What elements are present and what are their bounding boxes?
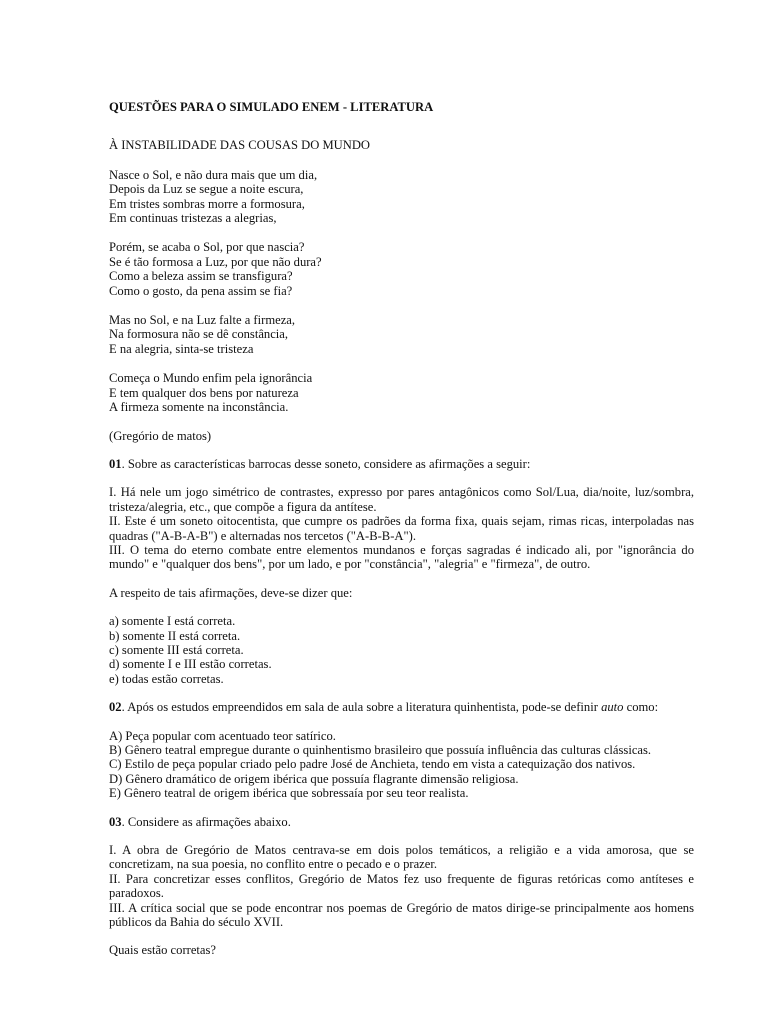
poem-line: E na alegria, sinta-se tristeza xyxy=(109,341,254,356)
document-content xyxy=(109,100,694,958)
answer-option: B) Gênero teatral empregue durante o quinhentismo brasileiro que possuía influência das culturas clássicas. xyxy=(109,743,652,757)
question-3-prompt xyxy=(109,815,694,829)
question-1-prompt xyxy=(109,457,694,471)
poem-line: Porém, se acaba o Sol, por que nascia? xyxy=(109,240,305,255)
question-number: 03 xyxy=(109,814,122,829)
question-1-options xyxy=(109,614,694,686)
question-text: . Sobre as características barrocas desse soneto, considere as afirmações a seguir: xyxy=(121,456,531,471)
question-italic-term: auto xyxy=(601,700,624,715)
question-3-closing: Quais estão corretas? xyxy=(109,943,216,958)
question-1-lead: A respeito de tais afirmações, deve-se dizer que: xyxy=(109,585,353,600)
poem-line: Como o gosto, da pena assim se fia? xyxy=(109,283,293,298)
poem-stanza xyxy=(109,313,694,356)
statement: II. Para concretizar esses conflitos, Gregório de Matos fez uso frequente de figuras retóricas como antíteses e paradoxos. xyxy=(109,871,694,901)
statement: III. A crítica social que se pode encontrar nos poemas de Gregório de matos dirige-se principalmente aos homens públicos da Bahia do século XVII. xyxy=(109,900,694,930)
poem-stanza xyxy=(109,371,694,414)
poem-line: Em continuas tristezas a alegrias, xyxy=(109,211,277,226)
question-text: como: xyxy=(623,700,659,715)
poem-line: Mas no Sol, e na Luz falte a firmeza, xyxy=(109,313,296,328)
answer-option: C) Estilo de peça popular criado pelo padre José de Anchieta, tendo em vista a catequização dos nativos. xyxy=(109,757,636,772)
poem-line: Nasce o Sol, e não dura mais que um dia, xyxy=(109,167,318,182)
poem-stanza xyxy=(109,240,694,298)
answer-option: e) todas estão corretas. xyxy=(109,671,224,686)
answer-option: b) somente II está correta. xyxy=(109,628,241,643)
question-3-statements xyxy=(109,843,694,929)
statement: II. Este é um soneto oitocentista, que cumpre os padrões da forma fixa, quais sejam, rimas ricas, interpoladas nas quadras ("A-B-A-B") e alternadas nos tercetos ("A-B-B-A"). xyxy=(109,514,694,543)
question-2-options xyxy=(109,729,694,801)
question-1-statements xyxy=(109,485,694,571)
poem-line: A firmeza somente na inconstância. xyxy=(109,400,289,415)
statement: I. Há nele um jogo simétrico de contrastes, expresso por pares antagônicos como Sol/Lua, dia/noite, luz/sombra, tristeza/alegria, etc., que compõe a figura da antítese. xyxy=(109,485,694,514)
question-number: 01 xyxy=(109,456,122,471)
question-text: . Após os estudos empreendidos em sala de aula sobre a literatura quinhentista, pode-se definir xyxy=(121,700,602,715)
poem-line: Na formosura não se dê constância, xyxy=(109,327,289,342)
poem-line: Como a beleza assim se transfigura? xyxy=(109,269,293,284)
poem-stanza xyxy=(109,168,694,226)
question-number: 02 xyxy=(109,700,122,715)
answer-option: a) somente I está correta. xyxy=(109,614,236,629)
answer-option: A) Peça popular com acentuado teor satírico. xyxy=(109,728,336,743)
poem-author: (Gregório de matos) xyxy=(109,428,212,443)
question-text: . Considere as afirmações abaixo. xyxy=(121,814,291,829)
poem-line: E tem qualquer dos bens por natureza xyxy=(109,385,299,400)
poem-title: À INSTABILIDADE DAS COUSAS DO MUNDO xyxy=(109,138,371,153)
question-2-prompt xyxy=(109,700,694,714)
poem-line: Depois da Luz se segue a noite escura, xyxy=(109,182,304,197)
document-title: QUESTÕES PARA O SIMULADO ENEM - LITERATURA xyxy=(109,100,434,114)
statement: I. A obra de Gregório de Matos centrava-se em dois polos temáticos, a religião e a vida amorosa, que se concretizam, na sua poesia, no conflito entre o pecado e o prazer. xyxy=(109,843,694,872)
poem-line: Se é tão formosa a Luz, por que não dura? xyxy=(109,254,322,269)
poem-line: Começa o Mundo enfim pela ignorância xyxy=(109,371,313,386)
statement: III. O tema do eterno combate entre elementos mundanos e forças sagradas é indicado ali, por "ignorância do mundo" e "qualquer dos bens", por um lado, e por "constância", "alegria" e "firmeza", de outro. xyxy=(109,542,694,572)
answer-option: E) Gênero teatral de origem ibérica que sobressaía por seu teor realista. xyxy=(109,786,469,801)
answer-option: c) somente III está correta. xyxy=(109,642,244,657)
answer-option: D) Gênero dramático de origem ibérica que possuía flagrante dimensão religiosa. xyxy=(109,771,519,786)
poem-line: Em tristes sombras morre a formosura, xyxy=(109,196,305,211)
answer-option: d) somente I e III estão corretas. xyxy=(109,657,272,672)
